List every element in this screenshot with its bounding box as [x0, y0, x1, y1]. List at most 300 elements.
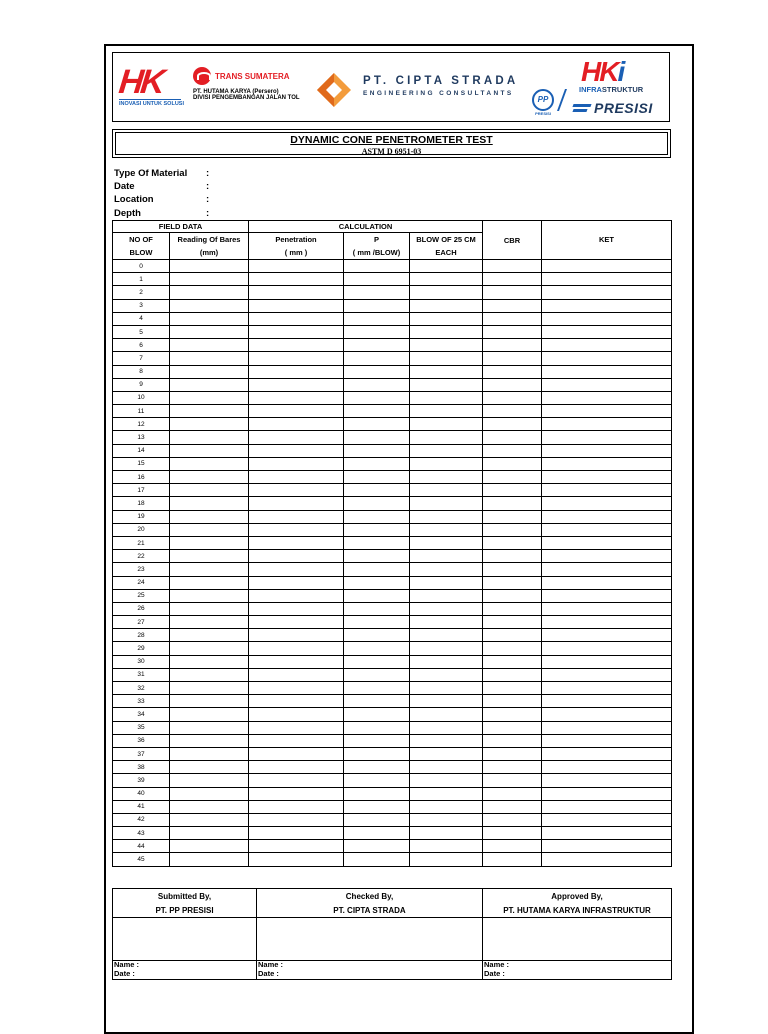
blow-number-cell: 39: [113, 774, 170, 787]
blow-number-cell: 28: [113, 629, 170, 642]
empty-cell: [249, 576, 344, 589]
empty-cell: [410, 510, 483, 523]
table-row: [113, 589, 672, 602]
blow-number-cell: 14: [113, 444, 170, 457]
empty-cell: [410, 457, 483, 470]
blow-number-cell: 15: [113, 457, 170, 470]
empty-cell: [249, 299, 344, 312]
empty-cell: [483, 616, 542, 629]
empty-cell: [483, 378, 542, 391]
empty-cell: [170, 471, 249, 484]
empty-cell: [249, 484, 344, 497]
empty-cell: [483, 787, 542, 800]
empty-cell: [249, 536, 344, 549]
empty-cell: [249, 747, 344, 760]
form-standard: ASTM D 6951-03: [361, 147, 422, 156]
blow-number-cell: 38: [113, 761, 170, 774]
empty-cell: [542, 853, 672, 866]
empty-cell: [344, 708, 410, 721]
empty-cell: [410, 602, 483, 615]
submitted-signature-area: [113, 918, 257, 961]
date-label: Date: [114, 181, 135, 192]
empty-cell: [170, 774, 249, 787]
cipta-strada-diamond-icon: [317, 73, 351, 107]
empty-cell: [483, 418, 542, 431]
form-title: DYNAMIC CONE PENETROMETER TEST: [290, 134, 493, 146]
blow-number-cell: 19: [113, 510, 170, 523]
blow-number-cell: 35: [113, 721, 170, 734]
empty-cell: [170, 405, 249, 418]
empty-cell: [170, 431, 249, 444]
empty-cell: [542, 761, 672, 774]
table-row: [113, 484, 672, 497]
table-row: [113, 695, 672, 708]
blow-number-cell: 18: [113, 497, 170, 510]
empty-cell: [410, 589, 483, 602]
empty-cell: [410, 721, 483, 734]
blow-number-cell: 32: [113, 682, 170, 695]
table-row: [113, 536, 672, 549]
table-row: [113, 827, 672, 840]
empty-cell: [410, 563, 483, 576]
empty-cell: [344, 484, 410, 497]
empty-cell: [249, 655, 344, 668]
empty-cell: [542, 813, 672, 826]
hutama-karya-company: PT. HUTAMA KARYA (Persero): [193, 89, 279, 95]
empty-cell: [249, 365, 344, 378]
submitted-by-company: PT. PP PRESISI: [113, 903, 257, 918]
empty-cell: [170, 325, 249, 338]
blow-number-cell: 7: [113, 352, 170, 365]
field-data-header: FIELD DATA: [113, 221, 249, 233]
empty-cell: [542, 576, 672, 589]
table-row: [113, 418, 672, 431]
empty-cell: [344, 840, 410, 853]
table-row: [113, 682, 672, 695]
blow-number-cell: 6: [113, 339, 170, 352]
logo-header: [112, 52, 670, 122]
blow-number-cell: 25: [113, 589, 170, 602]
cipta-strada-name: PT. CIPTA STRADA: [363, 75, 519, 87]
empty-cell: [170, 682, 249, 695]
table-row: [113, 260, 672, 273]
empty-cell: [170, 800, 249, 813]
empty-cell: [483, 457, 542, 470]
empty-cell: [170, 550, 249, 563]
toll-division: DIVISI PENGEMBANGAN JALAN TOL: [193, 95, 300, 101]
empty-cell: [344, 813, 410, 826]
checked-name-date: [257, 961, 483, 980]
empty-cell: [483, 431, 542, 444]
empty-cell: [410, 444, 483, 457]
table-row: [113, 761, 672, 774]
checked-by-company: PT. CIPTA STRADA: [257, 903, 483, 918]
penetration-header-1: Penetration: [249, 233, 344, 247]
empty-cell: [344, 602, 410, 615]
table-row: [113, 840, 672, 853]
blow-number-cell: 30: [113, 655, 170, 668]
empty-cell: [344, 589, 410, 602]
empty-cell: [170, 642, 249, 655]
penetration-header-2: ( mm ): [249, 246, 344, 260]
hk-logo-mark: HK: [117, 63, 165, 101]
empty-cell: [249, 668, 344, 681]
empty-cell: [344, 339, 410, 352]
empty-cell: [483, 365, 542, 378]
submitted-by-label: Submitted By,: [113, 889, 257, 904]
empty-cell: [170, 734, 249, 747]
empty-cell: [170, 853, 249, 866]
table-row: [113, 563, 672, 576]
empty-cell: [344, 668, 410, 681]
empty-cell: [249, 273, 344, 286]
empty-cell: [542, 602, 672, 615]
pp-logo: [529, 89, 557, 116]
table-row: [113, 708, 672, 721]
approved-name-line: Name :: [484, 960, 510, 969]
approved-by-company: PT. HUTAMA KARYA INFRASTRUKTUR: [483, 903, 672, 918]
empty-cell: [170, 563, 249, 576]
calculation-header: CALCULATION: [249, 221, 483, 233]
reading-header-1: Reading Of Bares: [170, 233, 249, 247]
empty-cell: [249, 550, 344, 563]
pp-logo-mark: PP: [532, 89, 554, 111]
empty-cell: [542, 471, 672, 484]
empty-cell: [170, 708, 249, 721]
empty-cell: [249, 471, 344, 484]
empty-cell: [542, 721, 672, 734]
empty-cell: [483, 563, 542, 576]
empty-cell: [410, 497, 483, 510]
checked-signature-area: [257, 918, 483, 961]
empty-cell: [344, 365, 410, 378]
empty-cell: [542, 787, 672, 800]
empty-cell: [483, 471, 542, 484]
empty-cell: [410, 339, 483, 352]
empty-cell: [483, 339, 542, 352]
empty-cell: [170, 339, 249, 352]
empty-cell: [170, 813, 249, 826]
empty-cell: [542, 444, 672, 457]
empty-cell: [344, 550, 410, 563]
blow-number-cell: 16: [113, 471, 170, 484]
empty-cell: [542, 325, 672, 338]
empty-cell: [410, 523, 483, 536]
title-inner-frame: [115, 132, 668, 155]
empty-cell: [249, 761, 344, 774]
empty-cell: [344, 510, 410, 523]
empty-cell: [483, 510, 542, 523]
empty-cell: [344, 457, 410, 470]
empty-cell: [542, 352, 672, 365]
empty-cell: [483, 550, 542, 563]
empty-cell: [410, 787, 483, 800]
table-row: [113, 444, 672, 457]
empty-cell: [483, 840, 542, 853]
blow-number-cell: 45: [113, 853, 170, 866]
empty-cell: [483, 734, 542, 747]
empty-cell: [170, 444, 249, 457]
empty-cell: [170, 536, 249, 549]
empty-cell: [483, 589, 542, 602]
empty-cell: [344, 405, 410, 418]
empty-cell: [410, 774, 483, 787]
table-row: [113, 787, 672, 800]
empty-cell: [542, 299, 672, 312]
table-row: [113, 312, 672, 325]
empty-cell: [483, 695, 542, 708]
blow-number-cell: 27: [113, 616, 170, 629]
empty-cell: [170, 747, 249, 760]
empty-cell: [170, 721, 249, 734]
empty-cell: [249, 616, 344, 629]
cipta-strada-subtitle: ENGINEERING CONSULTANTS: [363, 90, 514, 97]
empty-cell: [410, 431, 483, 444]
empty-cell: [542, 510, 672, 523]
table-row: [113, 352, 672, 365]
empty-cell: [542, 800, 672, 813]
title-box: [112, 129, 671, 158]
empty-cell: [170, 418, 249, 431]
signature-table: [112, 888, 672, 980]
blow25-header-2: EACH: [410, 246, 483, 260]
empty-cell: [410, 273, 483, 286]
empty-cell: [410, 576, 483, 589]
blow-number-cell: 43: [113, 827, 170, 840]
empty-cell: [542, 827, 672, 840]
empty-cell: [542, 774, 672, 787]
approved-signature-area: [483, 918, 672, 961]
table-row: [113, 457, 672, 470]
empty-cell: [170, 655, 249, 668]
table-row: [113, 299, 672, 312]
table-row: [113, 510, 672, 523]
empty-cell: [483, 629, 542, 642]
empty-cell: [483, 523, 542, 536]
empty-cell: [483, 721, 542, 734]
empty-cell: [483, 260, 542, 273]
blow-number-cell: 11: [113, 405, 170, 418]
empty-cell: [249, 352, 344, 365]
blow-number-cell: 22: [113, 550, 170, 563]
empty-cell: [542, 365, 672, 378]
empty-cell: [483, 444, 542, 457]
submitted-date-line: Date :: [114, 968, 135, 978]
empty-cell: [249, 840, 344, 853]
empty-cell: [410, 734, 483, 747]
empty-cell: [344, 286, 410, 299]
empty-cell: [344, 273, 410, 286]
table-row: [113, 800, 672, 813]
empty-cell: [170, 629, 249, 642]
empty-cell: [410, 813, 483, 826]
trans-sumatera-icon: [193, 67, 211, 85]
hki-logo-mark: HKi: [581, 56, 624, 87]
empty-cell: [542, 418, 672, 431]
empty-cell: [483, 273, 542, 286]
table-row: [113, 286, 672, 299]
empty-cell: [483, 655, 542, 668]
empty-cell: [249, 523, 344, 536]
empty-cell: [170, 365, 249, 378]
empty-cell: [344, 734, 410, 747]
empty-cell: [344, 787, 410, 800]
material-colon: :: [206, 168, 210, 179]
empty-cell: [410, 378, 483, 391]
table-row: [113, 523, 672, 536]
presisi-bars-icon: [573, 103, 591, 113]
checked-date-line: Date :: [258, 968, 279, 978]
empty-cell: [170, 576, 249, 589]
empty-cell: [483, 405, 542, 418]
empty-cell: [483, 536, 542, 549]
empty-cell: [542, 642, 672, 655]
empty-cell: [170, 378, 249, 391]
empty-cell: [249, 563, 344, 576]
empty-cell: [249, 787, 344, 800]
empty-cell: [542, 484, 672, 497]
empty-cell: [249, 827, 344, 840]
empty-cell: [410, 391, 483, 404]
empty-cell: [249, 695, 344, 708]
trans-sumatera-logo: [193, 67, 313, 101]
empty-cell: [483, 299, 542, 312]
empty-cell: [249, 497, 344, 510]
empty-cell: [344, 523, 410, 536]
empty-cell: [483, 708, 542, 721]
empty-cell: [344, 563, 410, 576]
table-row: [113, 668, 672, 681]
location-colon: :: [206, 194, 210, 205]
empty-cell: [249, 431, 344, 444]
empty-cell: [542, 431, 672, 444]
table-row: [113, 721, 672, 734]
empty-cell: [170, 312, 249, 325]
empty-cell: [483, 853, 542, 866]
empty-cell: [542, 682, 672, 695]
blow-number-cell: 29: [113, 642, 170, 655]
empty-cell: [410, 286, 483, 299]
empty-cell: [483, 774, 542, 787]
empty-cell: [170, 457, 249, 470]
empty-cell: [344, 721, 410, 734]
empty-cell: [344, 629, 410, 642]
table-row: [113, 576, 672, 589]
approved-name-date: [483, 961, 672, 980]
empty-cell: [170, 510, 249, 523]
empty-cell: [542, 563, 672, 576]
empty-cell: [542, 405, 672, 418]
empty-cell: [170, 668, 249, 681]
empty-cell: [410, 642, 483, 655]
approved-date-line: Date :: [484, 968, 505, 978]
empty-cell: [542, 655, 672, 668]
table-row: [113, 655, 672, 668]
empty-cell: [483, 747, 542, 760]
table-row: [113, 497, 672, 510]
empty-cell: [542, 708, 672, 721]
table-row: [113, 642, 672, 655]
empty-cell: [483, 484, 542, 497]
blow-number-cell: 9: [113, 378, 170, 391]
empty-cell: [344, 853, 410, 866]
empty-cell: [542, 523, 672, 536]
trans-sumatera-name: TRANS SUMATERA: [215, 71, 290, 81]
blow-number-cell: 2: [113, 286, 170, 299]
empty-cell: [249, 312, 344, 325]
empty-cell: [344, 761, 410, 774]
empty-cell: [344, 299, 410, 312]
empty-cell: [249, 325, 344, 338]
empty-cell: [249, 721, 344, 734]
empty-cell: [170, 695, 249, 708]
empty-cell: [344, 444, 410, 457]
empty-cell: [249, 774, 344, 787]
no-of-blow-header-1: NO OF: [113, 233, 170, 247]
empty-cell: [483, 800, 542, 813]
approved-by-label: Approved By,: [483, 889, 672, 904]
depth-colon: :: [206, 208, 210, 219]
empty-cell: [249, 260, 344, 273]
empty-cell: [170, 497, 249, 510]
blow-number-cell: 21: [113, 536, 170, 549]
blow25-header-1: BLOW OF 25 CM: [410, 233, 483, 247]
empty-cell: [344, 800, 410, 813]
empty-cell: [344, 536, 410, 549]
empty-cell: [344, 260, 410, 273]
table-row: [113, 853, 672, 866]
empty-cell: [410, 405, 483, 418]
empty-cell: [542, 378, 672, 391]
empty-cell: [410, 853, 483, 866]
table-row: [113, 391, 672, 404]
submitted-name-line: Name :: [114, 960, 140, 969]
blow-number-cell: 17: [113, 484, 170, 497]
empty-cell: [410, 352, 483, 365]
empty-cell: [542, 840, 672, 853]
empty-cell: [344, 774, 410, 787]
presisi-name: PRESISI: [594, 100, 653, 116]
blow-number-cell: 13: [113, 431, 170, 444]
empty-cell: [344, 827, 410, 840]
empty-cell: [483, 668, 542, 681]
empty-cell: [170, 484, 249, 497]
empty-cell: [344, 655, 410, 668]
hki-infrastruktur-text: INFRASTRUKTUR: [579, 85, 644, 94]
empty-cell: [410, 747, 483, 760]
empty-cell: [249, 444, 344, 457]
empty-cell: [410, 299, 483, 312]
empty-cell: [483, 827, 542, 840]
empty-cell: [249, 589, 344, 602]
table-row: [113, 550, 672, 563]
empty-cell: [344, 391, 410, 404]
p-header-2: ( mm /BLOW): [344, 246, 410, 260]
empty-cell: [170, 616, 249, 629]
empty-cell: [170, 286, 249, 299]
empty-cell: [542, 260, 672, 273]
empty-cell: [483, 352, 542, 365]
empty-cell: [344, 747, 410, 760]
empty-cell: [249, 800, 344, 813]
empty-cell: [249, 853, 344, 866]
empty-cell: [344, 431, 410, 444]
empty-cell: [542, 497, 672, 510]
empty-cell: [410, 800, 483, 813]
empty-cell: [249, 682, 344, 695]
empty-cell: [542, 312, 672, 325]
table-row: [113, 339, 672, 352]
